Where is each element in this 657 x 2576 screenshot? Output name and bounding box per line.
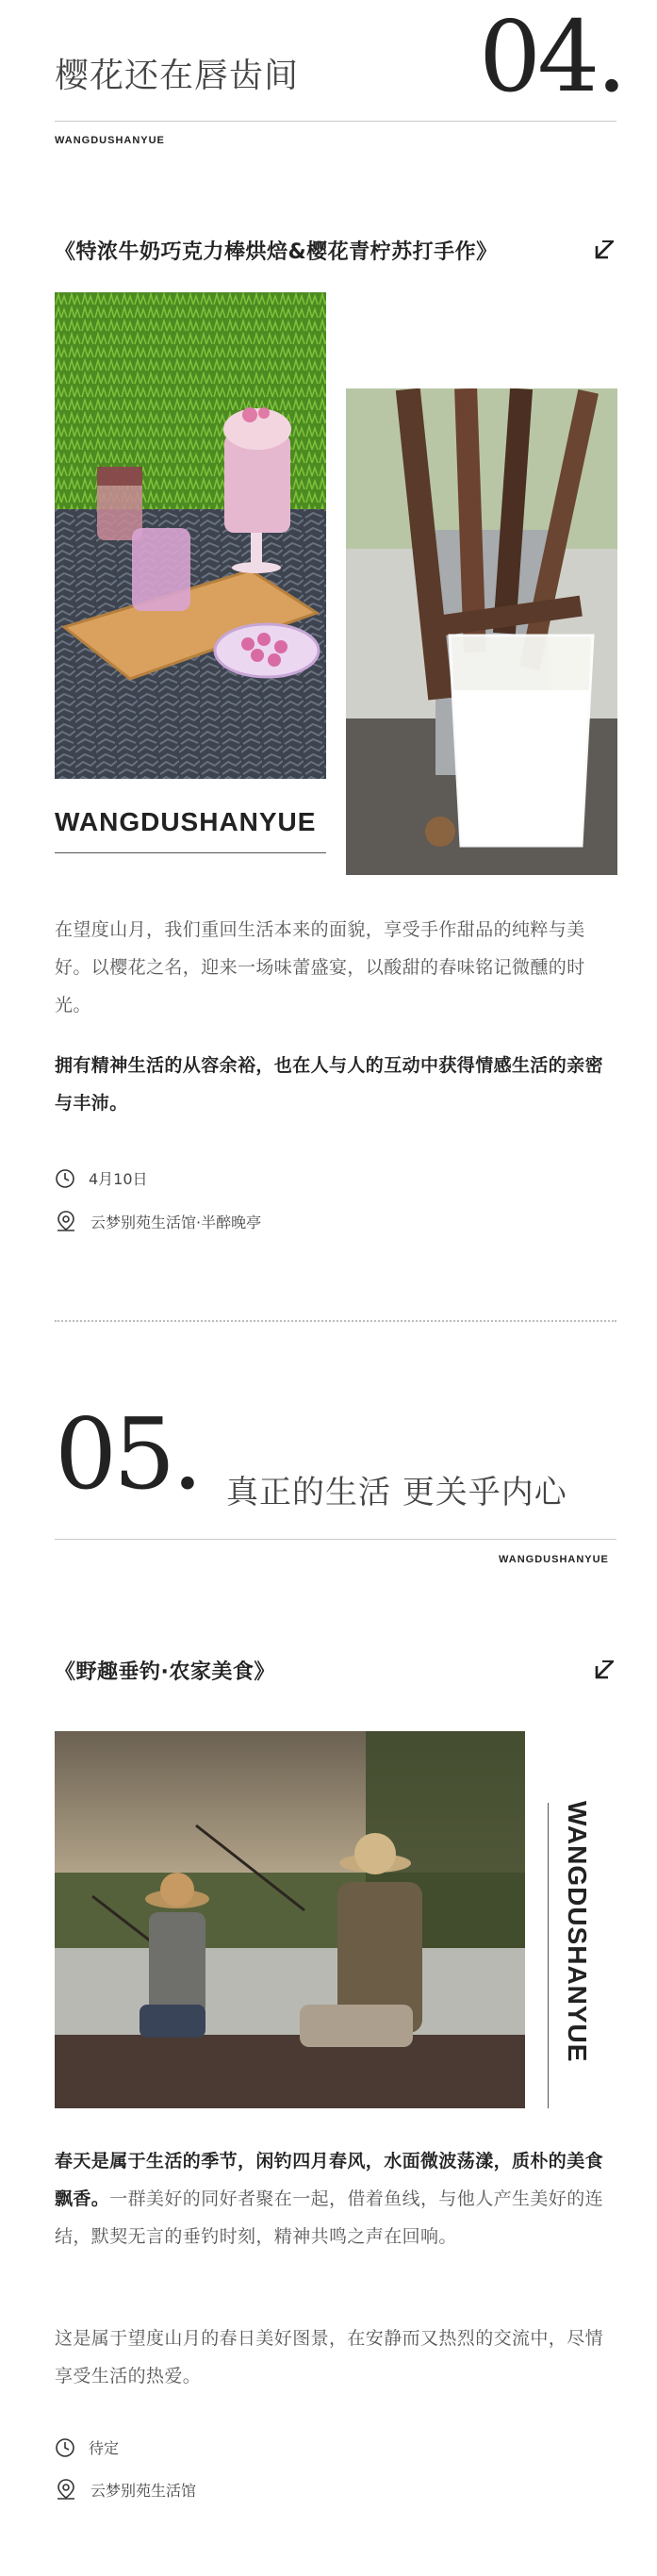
- section-04-date: 4月10日: [89, 1170, 148, 1188]
- photo-brand-mark: WANGDUSHANYUE: [55, 807, 317, 836]
- section-04-title: 樱花还在唇齿间: [55, 57, 300, 95]
- section-05-number: 05.: [55, 1396, 200, 1511]
- clock-icon: [55, 1168, 75, 1189]
- photo-sakura-drinks: [55, 292, 326, 779]
- vertical-brand-line: [548, 1803, 549, 2108]
- section-04-paragraph-1: 在望度山月，我们重回生活本来的面貌，享受手作甜品的纯粹与美好。以樱花之名，迎来一场味蕾盛宴，以酸甜的春味铭记微醺的时光。: [55, 919, 585, 1016]
- section-04-location-row: [55, 1210, 261, 1232]
- section-04-divider: [55, 121, 616, 122]
- location-pin-icon: [55, 1210, 77, 1232]
- section-04-date-row: [55, 1167, 148, 1189]
- photo-brand-underline: [55, 852, 326, 853]
- section-05-paragraph-1: [55, 2142, 616, 2255]
- section-05-title: 真正的生活 更关乎内心: [226, 1474, 567, 1511]
- section-05-brand: WANGDUSHANYUE: [499, 1554, 609, 1565]
- photo-chocolate-milk: [346, 388, 617, 875]
- event-04-title: 《特浓牛奶巧克力棒烘焙&樱花青柠苏打手作》: [55, 240, 498, 264]
- event-05-title: 《野趣垂钓·农家美食》: [55, 1660, 275, 1684]
- arrow-down-left-icon[interactable]: [592, 1658, 616, 1682]
- section-04-paragraph-2: 拥有精神生活的从容余裕，也在人与人的互动中获得情感生活的亲密与丰沛。: [55, 1055, 604, 1114]
- section-05-divider: [55, 1539, 616, 1540]
- photo-fishing: [55, 1731, 525, 2108]
- section-04-number: 04.: [479, 0, 624, 114]
- arrow-down-left-icon[interactable]: [592, 238, 616, 262]
- vertical-brand-mark: WANGDUSHANYUE: [563, 1801, 592, 2063]
- location-pin-icon: [55, 2478, 77, 2501]
- section-05-paragraph-1-rest: 一群美好的同好者聚在一起，借着鱼线，与他人产生美好的连结，默契无言的垂钓时刻，精神共鸣之声在回响。: [55, 2188, 604, 2247]
- section-05-paragraph-2: 这是属于望度山月的春日美好图景，在安静而又热烈的交流中，尽情享受生活的热爱。: [55, 2328, 604, 2386]
- section-05-location-row: [55, 2478, 196, 2501]
- clock-icon: [55, 2437, 75, 2458]
- section-04-brand: WANGDUSHANYUE: [55, 135, 165, 146]
- section-05-date: 待定: [89, 2439, 120, 2457]
- section-05-date-row: [55, 2436, 119, 2458]
- section-04-location: 云梦别苑生活馆·半醉晚亭: [90, 1213, 262, 1231]
- section-05-location: 云梦别苑生活馆: [90, 2481, 197, 2500]
- section-05-paragraph-1-highlight: 春天是属于生活的季节，闲钓四月春风，水面微波荡漾，质朴的美食飘香。: [55, 2151, 604, 2209]
- section-separator: [55, 1320, 616, 1322]
